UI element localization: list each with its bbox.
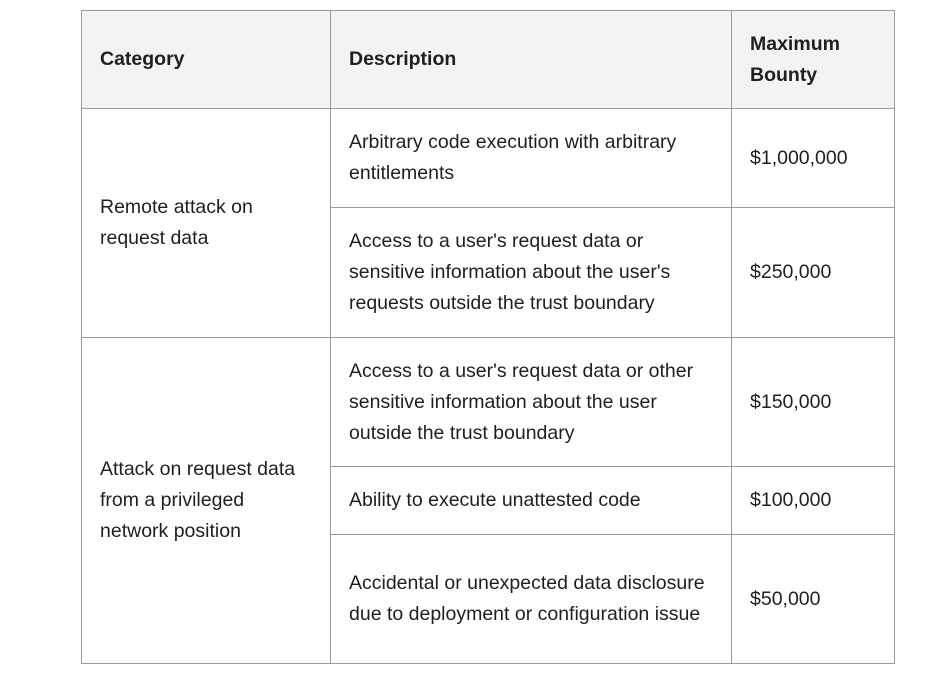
category-cell: Remote attack on request data bbox=[82, 109, 331, 338]
table-row bbox=[82, 338, 895, 467]
description-cell: Accidental or unexpected data disclosure due to deployment or configuration issue bbox=[331, 535, 732, 664]
description-cell: Access to a user's request data or other sensitive information about the user outside the trust boundary bbox=[331, 338, 732, 467]
bounty-table bbox=[81, 10, 895, 664]
bounty-cell: $150,000 bbox=[732, 338, 895, 467]
category-cell: Attack on request data from a privileged network position bbox=[82, 338, 331, 664]
header-description: Description bbox=[331, 11, 732, 109]
bounty-cell: $250,000 bbox=[732, 208, 895, 338]
description-cell: Arbitrary code execution with arbitrary entitlements bbox=[331, 109, 732, 208]
description-cell: Access to a user's request data or sensitive information about the user's requests outside the trust boundary bbox=[331, 208, 732, 338]
header-row bbox=[82, 11, 895, 109]
bounty-cell: $100,000 bbox=[732, 467, 895, 535]
header-maximum-bounty: Maximum Bounty bbox=[732, 11, 895, 109]
header-category: Category bbox=[82, 11, 331, 109]
bounty-cell: $1,000,000 bbox=[732, 109, 895, 208]
description-cell: Ability to execute unattested code bbox=[331, 467, 732, 535]
bounty-cell: $50,000 bbox=[732, 535, 895, 664]
table-row bbox=[82, 109, 895, 208]
